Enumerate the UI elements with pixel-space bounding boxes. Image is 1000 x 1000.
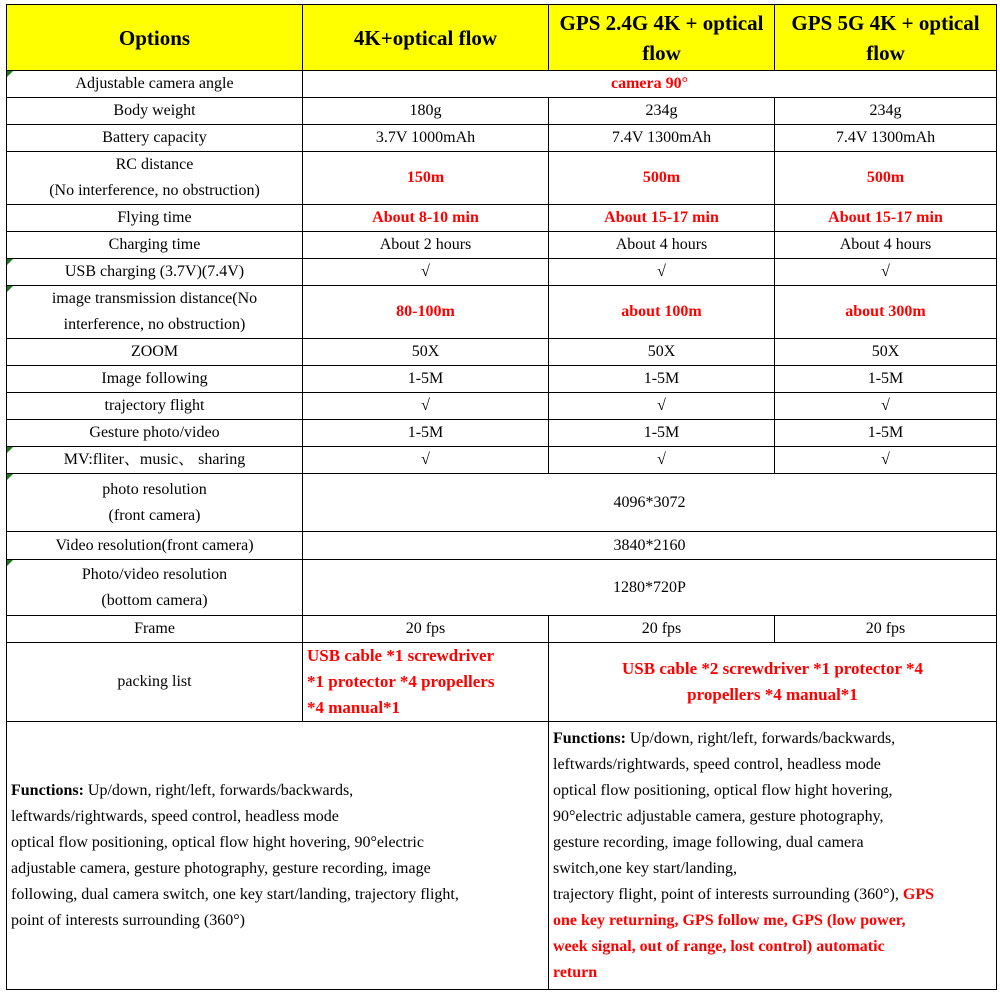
functions-right-line-6: switch,one key start/landing,: [553, 860, 737, 877]
cell-body-weight-2: 234g: [549, 98, 775, 125]
functions-right-line-1: [553, 726, 992, 752]
functions-right-line-4: 90°electric adjustable camera, gesture photography,: [553, 808, 884, 825]
cell-frame-3: 20 fps: [775, 616, 997, 643]
row-mv: [7, 447, 997, 474]
row-frame: [7, 616, 997, 643]
functions-right-gps-start: GPS: [902, 886, 935, 903]
label-bottom-resolution-line2: (bottom camera): [101, 591, 208, 609]
row-image-following: [7, 366, 997, 393]
functions-left-line-2: leftwards/rightwards, speed control, headless mode: [11, 807, 339, 825]
packing-1-line1: USB cable *1 screwdriver: [307, 646, 495, 665]
cell-usb-charging-1: √: [303, 259, 549, 286]
functions-right-line-2: leftwards/rightwards, speed control, headless mode: [553, 756, 881, 773]
header-4k-optical-flow: 4K+optical flow: [303, 5, 549, 71]
row-photo-resolution: [7, 474, 997, 532]
label-image-transmission-line1: image transmission distance(No: [51, 290, 258, 307]
label-usb-charging: USB charging (3.7V)(7.4V): [7, 259, 303, 286]
label-gesture: Gesture photo/video: [7, 420, 303, 447]
functions-left-text-1: Up/down, right/left, forwards/backwards,: [83, 781, 354, 799]
cell-rc-distance-1: 150m: [303, 152, 549, 205]
functions-right: [549, 722, 997, 990]
spec-table: [6, 4, 997, 990]
cell-image-transmission-1: 80-100m: [303, 286, 549, 339]
cell-flying-time-1: About 8-10 min: [303, 205, 549, 232]
row-functions: [7, 722, 997, 990]
row-rc-distance: [7, 152, 997, 205]
functions-right-prefix: Functions: [553, 730, 621, 747]
label-flying-time: Flying time: [7, 205, 303, 232]
cell-image-transmission-2: about 100m: [549, 286, 775, 339]
row-bottom-resolution: [7, 560, 997, 616]
cell-rc-distance-3: 500m: [775, 152, 997, 205]
label-bottom-resolution-line1: Photo/video resolution: [81, 565, 228, 583]
label-body-weight: Body weight: [7, 98, 303, 125]
value-camera-angle: camera 90°: [303, 71, 997, 98]
cell-mv-3: √: [775, 447, 997, 474]
label-mv: MV:fliter、music、 sharing: [7, 447, 303, 474]
functions-right-colon: :: [620, 730, 626, 747]
cell-body-weight-1: 180g: [303, 98, 549, 125]
value-bottom-resolution: 1280*720P: [303, 560, 997, 616]
cell-usb-charging-3: √: [775, 259, 997, 286]
label-trajectory: trajectory flight: [7, 393, 303, 420]
row-video-resolution: [7, 532, 997, 560]
functions-left: [7, 722, 549, 990]
functions-right-line-7: [553, 882, 992, 908]
packing-gps-line1: USB cable *2 screwdriver *1 protector *4: [622, 659, 923, 678]
row-camera-angle: [7, 71, 997, 98]
functions-left-line-4: adjustable camera, gesture photography, gesture recording, image: [11, 859, 431, 877]
packing-1-line3: *4 manual*1: [307, 698, 401, 717]
cell-image-following-1: 1-5M: [303, 366, 549, 393]
label-battery: Battery capacity: [7, 125, 303, 152]
label-image-following: Image following: [7, 366, 303, 393]
cell-charging-time-3: About 4 hours: [775, 232, 997, 259]
label-photo-resolution-line1: photo resolution: [102, 480, 207, 498]
label-photo-resolution: [7, 474, 303, 532]
cell-flying-time-3: About 15-17 min: [775, 205, 997, 232]
row-zoom: [7, 339, 997, 366]
cell-image-transmission-3: about 300m: [775, 286, 997, 339]
row-flying-time: [7, 205, 997, 232]
functions-right-gps-line-3: return: [553, 964, 598, 981]
label-rc-distance-line2: (No interference, no obstruction): [49, 182, 260, 199]
cell-trajectory-3: √: [775, 393, 997, 420]
cell-battery-3: 7.4V 1300mAh: [775, 125, 997, 152]
label-packing-list: packing list: [7, 643, 303, 722]
functions-left-colon: :: [78, 781, 84, 799]
cell-gesture-2: 1-5M: [549, 420, 775, 447]
value-video-resolution: 3840*2160: [303, 532, 997, 560]
functions-left-line-5: following, dual camera switch, one key start/landing, trajectory flight,: [11, 885, 459, 903]
label-video-resolution: Video resolution(front camera): [7, 532, 303, 560]
cell-charging-time-1: About 2 hours: [303, 232, 549, 259]
functions-left-line-1: [11, 778, 544, 804]
row-usb-charging: [7, 259, 997, 286]
label-photo-resolution-line2: (front camera): [108, 506, 201, 524]
label-image-transmission: [7, 286, 303, 339]
functions-left-prefix: Functions: [11, 781, 79, 799]
label-image-transmission-line2: interference, no obstruction): [63, 316, 246, 333]
functions-left-line-6: point of interests surrounding (360°): [11, 911, 245, 929]
cell-flying-time-2: About 15-17 min: [549, 205, 775, 232]
functions-right-line-3: optical flow positioning, optical flow hight hovering,: [553, 782, 893, 799]
row-gesture: [7, 420, 997, 447]
row-body-weight: [7, 98, 997, 125]
header-gps-2-4g: GPS 2.4G 4K + optical flow: [549, 5, 775, 71]
functions-right-text-1: Up/down, right/left, forwards/backwards,: [625, 730, 896, 747]
row-image-transmission: [7, 286, 997, 339]
label-rc-distance-line1: RC distance: [115, 156, 194, 173]
cell-body-weight-3: 234g: [775, 98, 997, 125]
header-gps-5g: GPS 5G 4K + optical flow: [775, 5, 997, 71]
cell-frame-1: 20 fps: [303, 616, 549, 643]
packing-1-line2: *1 protector *4 propellers: [307, 672, 495, 691]
label-frame: Frame: [7, 616, 303, 643]
cell-battery-1: 3.7V 1000mAh: [303, 125, 549, 152]
cell-battery-2: 7.4V 1300mAh: [549, 125, 775, 152]
cell-gesture-1: 1-5M: [303, 420, 549, 447]
functions-left-line-3: optical flow positioning, optical flow hight hovering, 90°electric: [11, 833, 424, 851]
row-battery: [7, 125, 997, 152]
cell-usb-charging-2: √: [549, 259, 775, 286]
header-row: [7, 5, 997, 71]
cell-rc-distance-2: 500m: [549, 152, 775, 205]
label-zoom: ZOOM: [7, 339, 303, 366]
cell-packing-list-gps: [549, 643, 997, 722]
cell-image-following-2: 1-5M: [549, 366, 775, 393]
cell-zoom-2: 50X: [549, 339, 775, 366]
cell-trajectory-1: √: [303, 393, 549, 420]
functions-right-line-5: gesture recording, image following, dual camera: [553, 834, 864, 851]
row-trajectory: [7, 393, 997, 420]
label-camera-angle: Adjustable camera angle: [7, 71, 303, 98]
cell-zoom-3: 50X: [775, 339, 997, 366]
cell-zoom-1: 50X: [303, 339, 549, 366]
label-bottom-resolution: [7, 560, 303, 616]
cell-charging-time-2: About 4 hours: [549, 232, 775, 259]
functions-right-gps-line-2: week signal, out of range, lost control) automatic: [553, 938, 885, 955]
label-charging-time: Charging time: [7, 232, 303, 259]
packing-gps-line2: propellers *4 manual*1: [687, 685, 858, 704]
cell-image-following-3: 1-5M: [775, 366, 997, 393]
cell-gesture-3: 1-5M: [775, 420, 997, 447]
functions-right-gps-line-1: one key returning, GPS follow me, GPS (low power,: [553, 912, 906, 929]
row-charging-time: [7, 232, 997, 259]
cell-frame-2: 20 fps: [549, 616, 775, 643]
row-packing-list: [7, 643, 997, 722]
label-rc-distance: [7, 152, 303, 205]
cell-packing-list-1: [303, 643, 549, 722]
cell-mv-1: √: [303, 447, 549, 474]
header-options: Options: [7, 5, 303, 71]
value-photo-resolution: 4096*3072: [303, 474, 997, 532]
cell-trajectory-2: √: [549, 393, 775, 420]
cell-mv-2: √: [549, 447, 775, 474]
functions-right-text-7: trajectory flight, point of interests surrounding (360°),: [553, 886, 903, 903]
